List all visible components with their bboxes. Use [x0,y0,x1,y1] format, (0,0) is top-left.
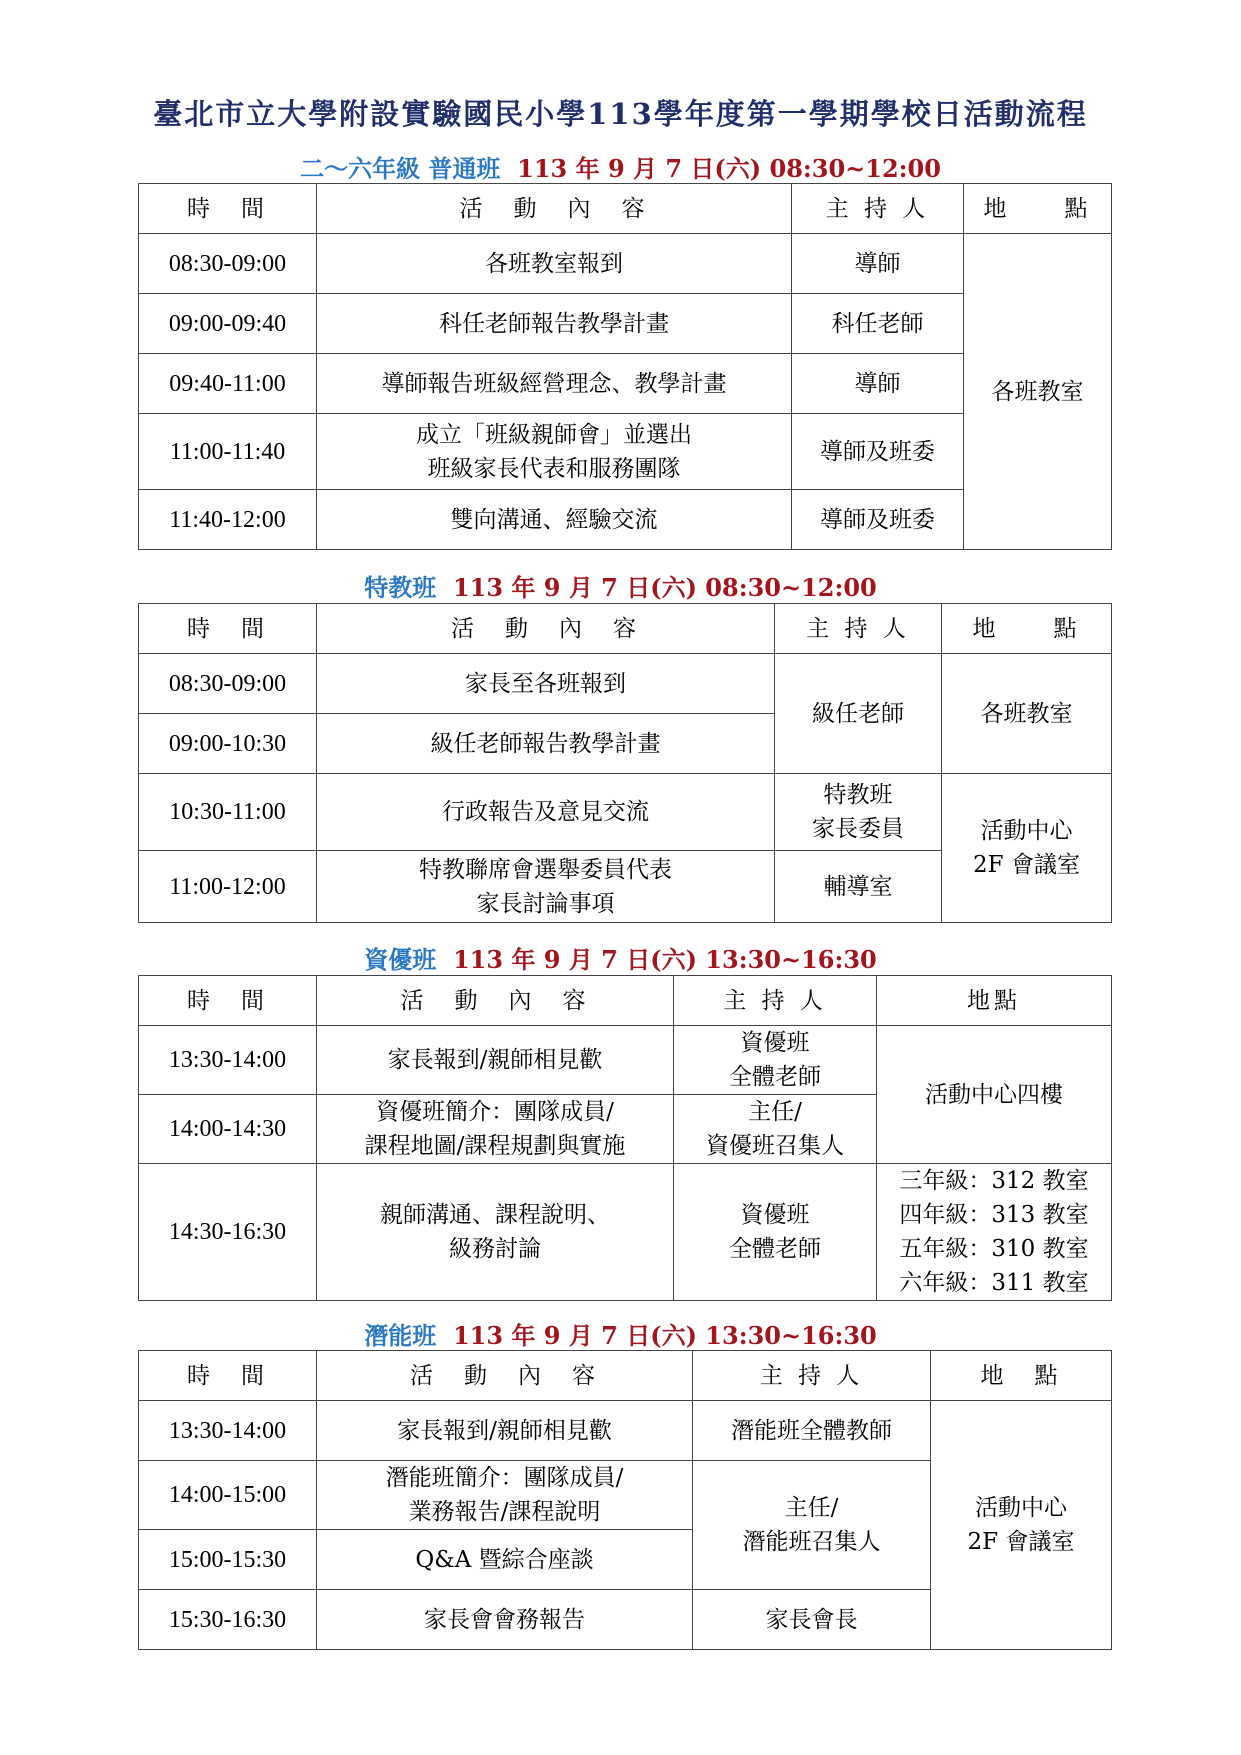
section-heading-potential [0,1316,1241,1351]
col-header-time: 時 間 [139,976,317,1026]
table-row [139,234,1112,294]
host-cell: 導師及班委 [792,490,964,550]
time-cell: 11:40-12:00 [139,490,317,550]
activity-cell: 成立「班級親師會」並選出 班級家長代表和服務團隊 [317,414,792,490]
document-title: 臺北市立大學附設實驗國民小學113學年度第一學期學校日活動流程 [153,97,1088,131]
col-header-location: 地 點 [931,1351,1112,1401]
activity-cell: 行政報告及意見交流 [317,774,775,851]
time-cell: 15:30-16:30 [139,1590,317,1650]
schedule-table-gifted [138,975,1112,1301]
time-cell: 14:00-15:00 [139,1461,317,1530]
activity-cell: 雙向溝通、經驗交流 [317,490,792,550]
time-cell: 08:30-09:00 [139,234,317,294]
time-cell: 09:00-09:40 [139,294,317,354]
time-cell: 10:30-11:00 [139,774,317,851]
host-cell: 特教班 家長委員 [775,774,942,851]
host-cell: 潛能班全體教師 [693,1401,931,1461]
col-header-activity: 活 動 內 容 [317,184,792,234]
activity-cell: 特教聯席會選舉委員代表 家長討論事項 [317,851,775,923]
section-label: 二～六年級 普通班 [300,154,501,183]
col-header-host: 主 持 人 [792,184,964,234]
col-header-activity: 活 動 內 容 [317,976,674,1026]
table-row [139,1164,1112,1301]
location-cell: 活動中心 2F 會議室 [942,774,1112,923]
table-row [139,1026,1112,1095]
section-heading-regular [0,149,1241,184]
section-label: 資優班 [364,945,437,974]
time-cell: 15:00-15:30 [139,1530,317,1590]
host-cell: 輔導室 [775,851,942,923]
time-cell: 11:00-12:00 [139,851,317,923]
schedule-table-regular [138,183,1112,550]
col-header-activity: 活 動 內 容 [317,1351,693,1401]
col-header-time: 時 間 [139,1351,317,1401]
col-header-activity: 活 動 內 容 [317,604,775,654]
time-cell: 14:30-16:30 [139,1164,317,1301]
time-cell: 08:30-09:00 [139,654,317,714]
section-heading-gifted [0,940,1241,975]
header-row [139,976,1112,1026]
activity-cell: 家長報到/親師相見歡 [317,1026,674,1095]
host-cell: 級任老師 [775,654,942,774]
host-cell: 資優班 全體老師 [674,1026,877,1095]
section-datetime: 113 年 9 月 7 日(六) 08:30~12:00 [452,573,877,602]
col-header-location: 地點 [877,976,1112,1026]
schedule-table-special-ed [138,603,1112,923]
section-label: 特教班 [364,573,437,602]
location-cell: 各班教室 [964,234,1112,550]
activity-cell: 科任老師報告教學計畫 [317,294,792,354]
host-cell: 導師及班委 [792,414,964,490]
table-row [139,1401,1112,1461]
activity-cell: 家長報到/親師相見歡 [317,1401,693,1461]
time-cell: 09:40-11:00 [139,354,317,414]
section-datetime: 113 年 9 月 7 日(六) 13:30~16:30 [452,945,877,974]
header-row [139,184,1112,234]
activity-cell: Q&A 暨綜合座談 [317,1530,693,1590]
header-row [139,1351,1112,1401]
time-cell: 09:00-10:30 [139,714,317,774]
col-header-location: 地 點 [942,604,1112,654]
activity-cell: 導師報告班級經營理念、教學計畫 [317,354,792,414]
host-cell: 導師 [792,354,964,414]
activity-cell: 親師溝通、課程說明、 級務討論 [317,1164,674,1301]
col-header-host: 主 持 人 [693,1351,931,1401]
section-label: 潛能班 [364,1321,437,1350]
time-cell: 13:30-14:00 [139,1401,317,1461]
host-cell: 主任/ 資優班召集人 [674,1095,877,1164]
host-cell: 主任/ 潛能班召集人 [693,1461,931,1590]
section-heading-special-ed [0,568,1241,603]
col-header-host: 主 持 人 [775,604,942,654]
time-cell: 14:00-14:30 [139,1095,317,1164]
activity-cell: 各班教室報到 [317,234,792,294]
col-header-host: 主 持 人 [674,976,877,1026]
col-header-time: 時 間 [139,604,317,654]
section-datetime: 113 年 9 月 7 日(六) 08:30~12:00 [517,154,941,183]
time-cell: 13:30-14:00 [139,1026,317,1095]
host-cell: 家長會長 [693,1590,931,1650]
col-header-location: 地 點 [964,184,1112,234]
time-cell: 11:00-11:40 [139,414,317,490]
section-datetime: 113 年 9 月 7 日(六) 13:30~16:30 [452,1321,877,1350]
location-cell: 活動中心四樓 [877,1026,1112,1164]
location-cell: 三年級：312 教室 四年級：313 教室 五年級：310 教室 六年級：311 教室 [877,1164,1112,1301]
activity-cell: 資優班簡介：團隊成員/ 課程地圖/課程規劃與實施 [317,1095,674,1164]
location-cell: 各班教室 [942,654,1112,774]
header-row [139,604,1112,654]
table-row [139,774,1112,851]
activity-cell: 家長至各班報到 [317,654,775,714]
host-cell: 科任老師 [792,294,964,354]
schedule-table-potential [138,1350,1112,1650]
host-cell: 導師 [792,234,964,294]
table-row [139,654,1112,714]
activity-cell: 級任老師報告教學計畫 [317,714,775,774]
activity-cell: 潛能班簡介：團隊成員/ 業務報告/課程說明 [317,1461,693,1530]
host-cell: 資優班 全體老師 [674,1164,877,1301]
activity-cell: 家長會會務報告 [317,1590,693,1650]
col-header-time: 時 間 [139,184,317,234]
location-cell: 活動中心 2F 會議室 [931,1401,1112,1650]
